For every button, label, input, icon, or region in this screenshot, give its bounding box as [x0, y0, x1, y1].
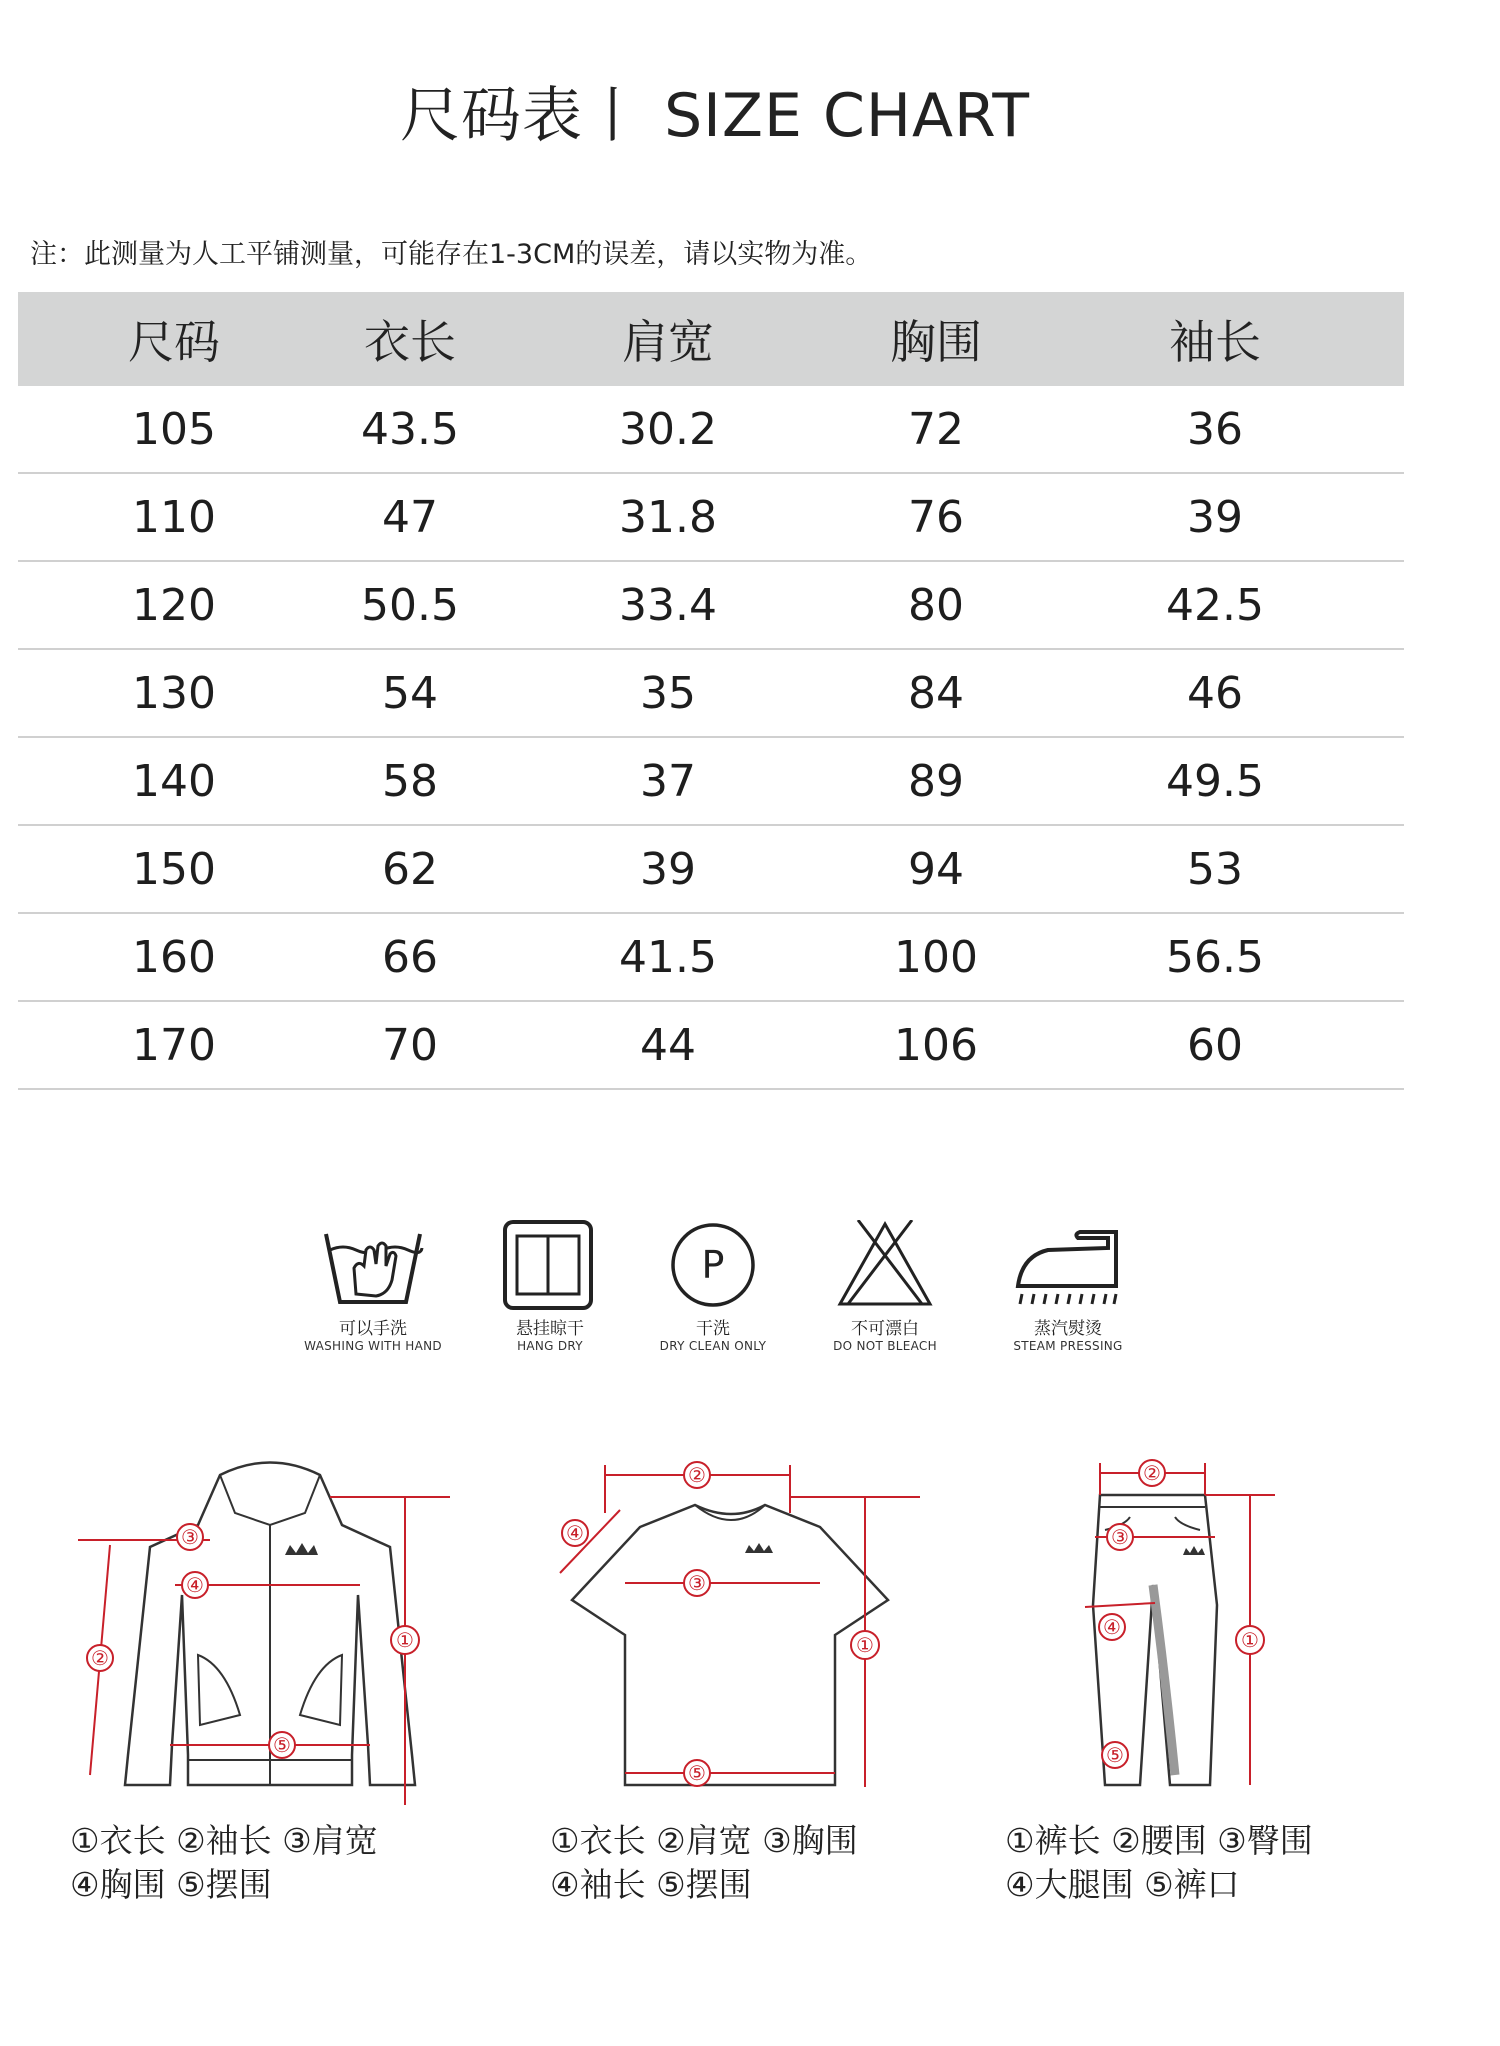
care-item-no-bleach	[800, 1220, 970, 1353]
cell-shoulder: 44	[490, 1001, 846, 1089]
cell-length: 62	[330, 825, 490, 913]
cell-size: 110	[18, 473, 330, 561]
cell-sleeve: 56.5	[1026, 913, 1404, 1001]
hand-wash-icon	[318, 1220, 428, 1310]
tshirt-legend-1: ①衣长 ②肩宽 ③胸围	[550, 1821, 858, 1860]
no-bleach-icon	[830, 1220, 940, 1310]
care-item-hand-wash	[288, 1220, 458, 1353]
pants-marker-1: ①	[1241, 1628, 1259, 1652]
cell-size: 130	[18, 649, 330, 737]
cell-sleeve: 46	[1026, 649, 1404, 737]
hoodie-marker-1: ①	[396, 1628, 414, 1652]
care-en-label: HANG DRY	[517, 1339, 583, 1353]
cell-shoulder: 41.5	[490, 913, 846, 1001]
cell-size: 105	[18, 386, 330, 473]
table-row	[18, 737, 1404, 825]
table-row	[18, 561, 1404, 649]
hoodie-marker-5: ⑤	[273, 1733, 291, 1757]
header-shoulder: 肩宽	[490, 292, 846, 386]
care-zh-label: 不可漂白	[851, 1319, 919, 1339]
pants-marker-4: ④	[1103, 1615, 1121, 1639]
cell-sleeve: 60	[1026, 1001, 1404, 1089]
hoodie-legend-1: ①衣长 ②袖长 ③肩宽	[70, 1821, 378, 1860]
hoodie-diagram-icon	[70, 1455, 470, 1815]
care-item-dry-clean	[628, 1220, 798, 1353]
table-header-row	[18, 292, 1404, 386]
cell-shoulder: 31.8	[490, 473, 846, 561]
cell-chest: 106	[846, 1001, 1026, 1089]
pants-diagram	[1005, 1455, 1335, 1907]
cell-chest: 76	[846, 473, 1026, 561]
tshirt-marker-5: ⑤	[688, 1761, 706, 1785]
page-title: 尺码表丨 SIZE CHART	[400, 81, 1030, 151]
header-size: 尺码	[18, 292, 330, 386]
pants-diagram-icon	[1005, 1455, 1335, 1815]
table-row	[18, 1001, 1404, 1089]
table-row	[18, 825, 1404, 913]
cell-chest: 84	[846, 649, 1026, 737]
cell-length: 54	[330, 649, 490, 737]
table-row	[18, 386, 1404, 473]
table-row	[18, 913, 1404, 1001]
cell-length: 50.5	[330, 561, 490, 649]
tshirt-marker-3: ③	[688, 1571, 706, 1595]
cell-shoulder: 39	[490, 825, 846, 913]
hoodie-marker-3: ③	[181, 1525, 199, 1549]
pants-marker-2: ②	[1143, 1461, 1161, 1485]
care-item-hang-dry	[465, 1220, 635, 1353]
cell-sleeve: 36	[1026, 386, 1404, 473]
tshirt-diagram	[550, 1455, 930, 1907]
hoodie-marker-4: ④	[186, 1573, 204, 1597]
cell-length: 70	[330, 1001, 490, 1089]
cell-sleeve: 42.5	[1026, 561, 1404, 649]
cell-sleeve: 39	[1026, 473, 1404, 561]
header-length: 衣长	[330, 292, 490, 386]
care-zh-label: 蒸汽熨烫	[1034, 1319, 1102, 1339]
tshirt-marker-2: ②	[688, 1463, 706, 1487]
hoodie-legend-2: ④胸围 ⑤摆围	[70, 1865, 272, 1904]
cell-length: 47	[330, 473, 490, 561]
cell-size: 170	[18, 1001, 330, 1089]
cell-chest: 100	[846, 913, 1026, 1001]
dry-clean-icon	[658, 1220, 768, 1310]
cell-length: 43.5	[330, 386, 490, 473]
table-row	[18, 473, 1404, 561]
pants-legend-2: ④大腿围 ⑤裤口	[1005, 1865, 1240, 1904]
size-table	[18, 292, 1404, 1090]
cell-chest: 80	[846, 561, 1026, 649]
cell-shoulder: 33.4	[490, 561, 846, 649]
hoodie-marker-2: ②	[91, 1646, 109, 1670]
header-sleeve: 袖长	[1026, 292, 1404, 386]
dry-clean-symbol: P	[701, 1243, 725, 1287]
cell-size: 150	[18, 825, 330, 913]
tshirt-legend-2: ④袖长 ⑤摆围	[550, 1865, 752, 1904]
care-zh-label: 干洗	[696, 1319, 730, 1339]
cell-sleeve: 53	[1026, 825, 1404, 913]
cell-shoulder: 30.2	[490, 386, 846, 473]
cell-chest: 72	[846, 386, 1026, 473]
cell-chest: 94	[846, 825, 1026, 913]
care-zh-label: 悬挂晾干	[516, 1319, 584, 1339]
care-item-steam-iron	[983, 1220, 1153, 1353]
steam-iron-icon	[1008, 1220, 1128, 1310]
care-en-label: DO NOT BLEACH	[833, 1339, 937, 1353]
care-en-label: STEAM PRESSING	[1013, 1339, 1123, 1353]
table-row	[18, 649, 1404, 737]
cell-shoulder: 35	[490, 649, 846, 737]
cell-length: 66	[330, 913, 490, 1001]
care-en-label: WASHING WITH HAND	[304, 1339, 442, 1353]
cell-length: 58	[330, 737, 490, 825]
tshirt-diagram-icon	[550, 1455, 930, 1815]
hang-dry-icon	[495, 1220, 605, 1310]
tshirt-marker-1: ①	[856, 1633, 874, 1657]
hoodie-diagram	[70, 1455, 470, 1907]
pants-legend-1: ①裤长 ②腰围 ③臀围	[1005, 1821, 1313, 1860]
cell-size: 140	[18, 737, 330, 825]
pants-marker-5: ⑤	[1106, 1743, 1124, 1767]
measurement-note: 注：此测量为人工平铺测量，可能存在1-3CM的误差，请以实物为准。	[30, 239, 873, 270]
cell-shoulder: 37	[490, 737, 846, 825]
cell-size: 160	[18, 913, 330, 1001]
cell-chest: 89	[846, 737, 1026, 825]
tshirt-marker-4: ④	[566, 1521, 584, 1545]
pants-marker-3: ③	[1111, 1525, 1129, 1549]
care-en-label: DRY CLEAN ONLY	[659, 1339, 767, 1353]
header-chest: 胸围	[846, 292, 1026, 386]
cell-sleeve: 49.5	[1026, 737, 1404, 825]
care-zh-label: 可以手洗	[339, 1319, 407, 1339]
cell-size: 120	[18, 561, 330, 649]
